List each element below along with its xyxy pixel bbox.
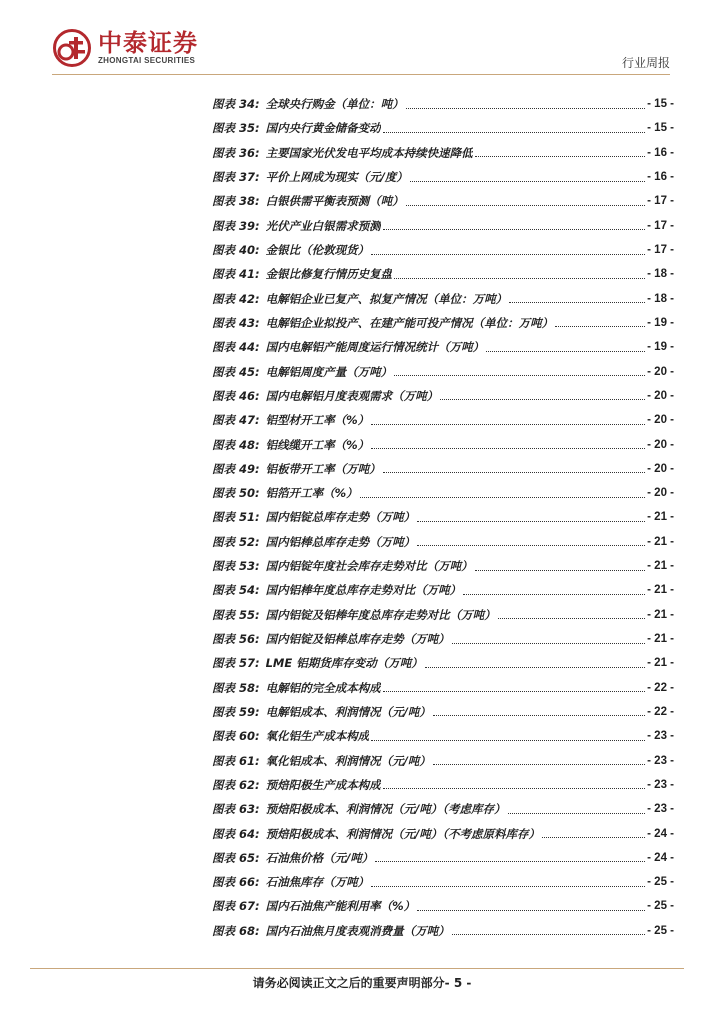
toc-leader-dots [440, 399, 645, 400]
toc-entry-title: 国内电解铝月度表观需求（万吨） [265, 388, 439, 403]
toc-entry-page: - 24 - [647, 827, 674, 840]
toc-entry-page: - 20 - [647, 365, 674, 378]
toc-leader-dots [452, 643, 646, 644]
toc-entry-page: - 23 - [647, 730, 674, 743]
toc-entry[interactable] [212, 189, 674, 213]
toc-entry-page: - 15 - [647, 122, 674, 135]
toc-entry[interactable] [212, 116, 674, 140]
toc-entry-page: - 21 - [647, 608, 674, 621]
toc-entry-label: 图表 60: [212, 729, 260, 744]
toc-entry-label: 图表 35: [212, 121, 260, 136]
toc-entry[interactable] [212, 165, 674, 189]
toc-entry-page: - 17 - [647, 244, 674, 257]
toc-entry-title: 氧化铝生产成本构成 [265, 729, 370, 744]
toc-entry-page: - 20 - [647, 487, 674, 500]
toc-leader-dots [410, 181, 645, 182]
toc-entry[interactable] [212, 287, 674, 311]
toc-entry-title: 光伏产业白银需求预测 [265, 218, 381, 233]
toc-entry-title: LME 铝期货库存变动（万吨） [265, 656, 423, 671]
toc-entry-title: 电解铝企业已复产、拟复产情况（单位：万吨） [265, 291, 508, 306]
toc-entry-label: 图表 42: [212, 291, 260, 306]
toc-entry-label: 图表 39: [212, 218, 260, 233]
toc-entry-label: 图表 65: [212, 850, 260, 865]
toc-entry[interactable] [212, 481, 674, 505]
toc-entry-label: 图表 55: [212, 607, 260, 622]
toc-entry-title: 国内铝锭及铝棒总库存走势（万吨） [265, 632, 450, 647]
toc-entry[interactable] [212, 505, 674, 529]
toc-entry-label: 图表 34: [212, 97, 260, 112]
toc-entry-label: 图表 50: [212, 486, 260, 501]
toc-entry-label: 图表 40: [212, 243, 260, 258]
toc-entry-page: - 15 - [647, 98, 674, 111]
footer-disclaimer: 请务必阅读正文之后的重要声明部分 [252, 976, 445, 990]
toc-entry-title: 金银比修复行情历史复盘 [265, 267, 393, 282]
toc-leader-dots [371, 740, 645, 741]
toc-entry-page: - 23 - [647, 754, 674, 767]
toc-leader-dots [542, 837, 645, 838]
toc-entry-title: 国内铝棒年度总库存走势对比（万吨） [265, 583, 462, 598]
toc-entry-label: 图表 57: [212, 656, 260, 671]
toc-entry-page: - 25 - [647, 900, 674, 913]
page-footer [0, 974, 724, 991]
toc-entry[interactable] [212, 846, 674, 870]
toc-entry-title: 铝线缆开工率（%） [265, 437, 370, 452]
zhongtai-logo-icon [52, 28, 92, 68]
toc-entry-page: - 16 - [647, 146, 674, 159]
toc-leader-dots [360, 497, 646, 498]
toc-entry-page: - 21 - [647, 584, 674, 597]
toc-leader-dots [371, 886, 645, 887]
toc-entry[interactable] [212, 603, 674, 627]
toc-leader-dots [371, 254, 645, 255]
toc-leader-dots [371, 448, 645, 449]
toc-entry-label: 图表 58: [212, 680, 260, 695]
toc-entry-title: 电解铝企业拟投产、在建产能可投产情况（单位：万吨） [265, 315, 554, 330]
toc-entry-page: - 20 - [647, 389, 674, 402]
toc-entry[interactable] [212, 335, 674, 359]
toc-entry-page: - 21 - [647, 511, 674, 524]
toc-entry-label: 图表 51: [212, 510, 260, 525]
toc-entry-label: 图表 64: [212, 826, 260, 841]
toc-entry[interactable] [212, 894, 674, 918]
toc-entry-label: 图表 54: [212, 583, 260, 598]
toc-entry-title: 铝箔开工率（%） [265, 486, 358, 501]
toc-entry-page: - 17 - [647, 195, 674, 208]
toc-leader-dots [406, 205, 646, 206]
toc-leader-dots [452, 934, 646, 935]
toc-leader-dots [425, 667, 645, 668]
toc-entry-title: 全球央行购金（单位：吨） [265, 97, 404, 112]
toc-entry-page: - 25 - [647, 924, 674, 937]
toc-entry[interactable] [212, 432, 674, 456]
toc-entry-label: 图表 68: [212, 923, 260, 938]
toc-entry-page: - 22 - [647, 681, 674, 694]
toc-leader-dots [555, 326, 645, 327]
toc-entry-label: 图表 36: [212, 145, 260, 160]
toc-entry[interactable] [212, 919, 674, 943]
toc-entry[interactable] [212, 554, 674, 578]
toc-entry[interactable] [212, 141, 674, 165]
toc-leader-dots [433, 764, 645, 765]
toc-leader-dots [509, 302, 645, 303]
toc-entry-page: - 21 - [647, 535, 674, 548]
toc-entry[interactable] [212, 724, 674, 748]
toc-entry-label: 图表 43: [212, 315, 260, 330]
toc-entry-page: - 17 - [647, 219, 674, 232]
toc-entry-label: 图表 62: [212, 777, 260, 792]
toc-entry-title: 电解铝成本、利润情况（元/吨） [265, 704, 431, 719]
toc-entry[interactable] [212, 773, 674, 797]
toc-entry[interactable] [212, 700, 674, 724]
toc-entry-title: 电解铝的完全成本构成 [265, 680, 381, 695]
toc-entry-title: 国内铝锭总库存走势（万吨） [265, 510, 416, 525]
toc-entry-title: 国内石油焦产能利用率（%） [265, 899, 416, 914]
toc-entry-page: - 21 - [647, 633, 674, 646]
toc-entry-label: 图表 41: [212, 267, 260, 282]
toc-entry-title: 主要国家光伏发电平均成本持续快速降低 [265, 145, 473, 160]
toc-entry-page: - 20 - [647, 462, 674, 475]
toc-entry-page: - 18 - [647, 292, 674, 305]
toc-entry-title: 铝型材开工率（%） [265, 413, 370, 428]
toc-entry-label: 图表 46: [212, 388, 260, 403]
toc-entry-label: 图表 56: [212, 632, 260, 647]
toc-entry-page: - 24 - [647, 851, 674, 864]
toc-entry-title: 石油焦价格（元/吨） [265, 850, 374, 865]
table-of-figures [212, 92, 674, 943]
toc-entry[interactable] [212, 359, 674, 383]
toc-entry-label: 图表 37: [212, 170, 260, 185]
toc-leader-dots [433, 715, 645, 716]
toc-leader-dots [383, 229, 646, 230]
toc-leader-dots [498, 618, 646, 619]
toc-entry[interactable] [212, 627, 674, 651]
toc-leader-dots [417, 521, 645, 522]
toc-entry[interactable] [212, 238, 674, 262]
toc-leader-dots [417, 910, 645, 911]
footer-divider [30, 968, 684, 969]
header-divider [52, 74, 670, 75]
toc-entry-label: 图表 47: [212, 413, 260, 428]
toc-entry[interactable] [212, 408, 674, 432]
toc-entry-title: 预焙阳极成本、利润情况（元/吨）（考虑库存） [265, 802, 506, 817]
company-logo [52, 28, 198, 68]
toc-entry-page: - 20 - [647, 438, 674, 451]
toc-leader-dots [463, 594, 645, 595]
toc-entry-label: 图表 67: [212, 899, 260, 914]
toc-leader-dots [371, 424, 645, 425]
logo-english-name: ZHONGTAI SECURITIES [98, 56, 196, 65]
toc-entry-title: 预焙阳极成本、利润情况（元/吨）（不考虑原料库存） [265, 826, 541, 841]
toc-entry-title: 国内铝棒总库存走势（万吨） [265, 534, 416, 549]
toc-entry-page: - 16 - [647, 171, 674, 184]
toc-entry-page: - 19 - [647, 316, 674, 329]
toc-entry[interactable] [212, 92, 674, 116]
toc-entry[interactable] [212, 870, 674, 894]
toc-entry-label: 图表 61: [212, 753, 260, 768]
toc-entry[interactable] [212, 651, 674, 675]
toc-entry-title: 石油焦库存（万吨） [265, 875, 370, 890]
toc-entry[interactable] [212, 748, 674, 772]
page-header [0, 0, 724, 80]
toc-entry-label: 图表 49: [212, 461, 260, 476]
toc-entry[interactable] [212, 797, 674, 821]
toc-leader-dots [417, 545, 645, 546]
toc-entry-label: 图表 44: [212, 340, 260, 355]
toc-entry[interactable] [212, 821, 674, 845]
toc-leader-dots [508, 813, 646, 814]
toc-entry-label: 图表 52: [212, 534, 260, 549]
toc-entry-page: - 20 - [647, 414, 674, 427]
toc-entry-label: 图表 59: [212, 704, 260, 719]
toc-entry-label: 图表 38: [212, 194, 260, 209]
toc-leader-dots [406, 108, 646, 109]
toc-leader-dots [383, 788, 646, 789]
toc-entry[interactable] [212, 578, 674, 602]
toc-entry-label: 图表 66: [212, 875, 260, 890]
toc-entry-title: 国内央行黄金储备变动 [265, 121, 381, 136]
toc-entry-page: - 23 - [647, 803, 674, 816]
toc-leader-dots [475, 570, 646, 571]
toc-entry-title: 国内石油焦月度表观消费量（万吨） [265, 923, 450, 938]
toc-entry-title: 铝板带开工率（万吨） [265, 461, 381, 476]
toc-entry-title: 白银供需平衡表预测（吨） [265, 194, 404, 209]
toc-entry[interactable] [212, 214, 674, 238]
logo-chinese-name: 中泰证券 [98, 29, 198, 57]
toc-entry-page: - 18 - [647, 268, 674, 281]
toc-entry-title: 预焙阳极生产成本构成 [265, 777, 381, 792]
toc-entry-title: 国内铝锭年度社会库存走势对比（万吨） [265, 559, 473, 574]
toc-leader-dots [486, 351, 645, 352]
toc-entry[interactable] [212, 676, 674, 700]
toc-entry-title: 金银比（伦敦现货） [265, 243, 370, 258]
toc-leader-dots [383, 132, 646, 133]
toc-entry-title: 平价上网成为现实（元/度） [265, 170, 408, 185]
toc-leader-dots [383, 472, 646, 473]
toc-entry-page: - 22 - [647, 705, 674, 718]
toc-entry-label: 图表 53: [212, 559, 260, 574]
toc-entry-page: - 21 - [647, 657, 674, 670]
toc-entry-title: 国内铝锭及铝棒年度总库存走势对比（万吨） [265, 607, 496, 622]
toc-entry-title: 国内电解铝产能周度运行情况统计（万吨） [265, 340, 485, 355]
toc-leader-dots [383, 691, 646, 692]
toc-entry-page: - 23 - [647, 778, 674, 791]
toc-entry-label: 图表 45: [212, 364, 260, 379]
toc-entry[interactable] [212, 530, 674, 554]
toc-entry-label: 图表 63: [212, 802, 260, 817]
toc-entry-page: - 21 - [647, 560, 674, 573]
toc-entry[interactable] [212, 262, 674, 286]
toc-leader-dots [394, 278, 645, 279]
footer-page-number: - 5 - [444, 976, 472, 990]
toc-leader-dots [375, 861, 645, 862]
toc-entry-title: 氧化铝成本、利润情况（元/吨） [265, 753, 431, 768]
toc-entry-page: - 19 - [647, 341, 674, 354]
toc-entry[interactable] [212, 457, 674, 481]
toc-leader-dots [475, 156, 646, 157]
toc-leader-dots [394, 375, 645, 376]
toc-entry-title: 电解铝周度产量（万吨） [265, 364, 393, 379]
toc-entry-label: 图表 48: [212, 437, 260, 452]
report-type-label: 行业周报 [621, 56, 670, 70]
toc-entry[interactable] [212, 311, 674, 335]
toc-entry-page: - 25 - [647, 876, 674, 889]
toc-entry[interactable] [212, 384, 674, 408]
